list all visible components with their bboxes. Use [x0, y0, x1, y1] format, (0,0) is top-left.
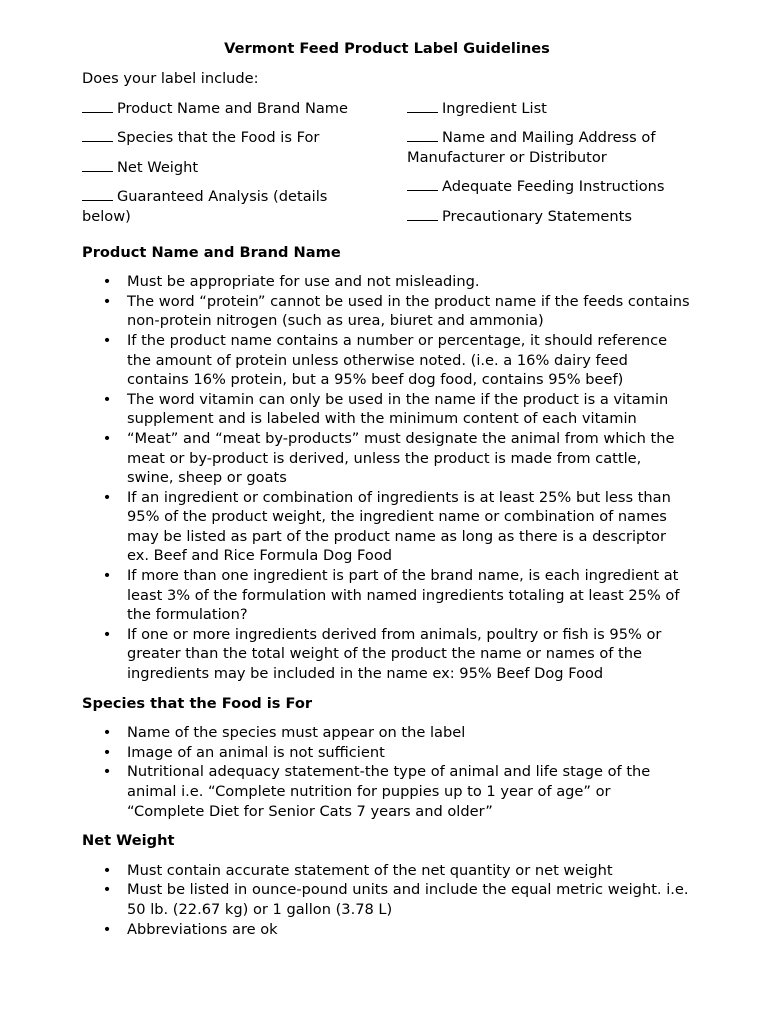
- bullet-text: Must be appropriate for use and not misleading.: [127, 273, 480, 291]
- checklist-item: [82, 187, 362, 226]
- bullet-text: Must be listed in ounce-pound units and include the equal metric weight. i.e. 50 lb. (22.67 kg) or 1 gallon (3.78 L): [127, 881, 689, 918]
- checklist-item-label: Adequate Feeding Instructions: [442, 178, 665, 196]
- bullet-icon: •: [102, 390, 112, 408]
- bullet-text: Name of the species must appear on the label: [127, 724, 466, 742]
- checklist-item: [407, 99, 692, 119]
- bullet-item: [82, 292, 692, 331]
- checklist-item-label: Product Name and Brand Name: [117, 99, 348, 117]
- document-page: [82, 39, 692, 949]
- bullet-text: If one or more ingredients derived from animals, poultry or fish is 95% or greater than the total weight of the product the name or names of the ingredients may be included in the name ex: 95% Beef Dog Food: [127, 625, 662, 683]
- checklist-item: [82, 99, 362, 119]
- bullet-item: [82, 566, 692, 625]
- check-blank-line: [407, 129, 438, 142]
- intro-text: Does your label include:: [82, 70, 259, 87]
- bullet-icon: •: [102, 881, 112, 899]
- label-checklist: [82, 99, 692, 237]
- checklist-right-column: [407, 99, 692, 237]
- bullet-item: [82, 762, 692, 821]
- checklist-item-label: Net Weight: [117, 158, 199, 176]
- checklist-item-label: Name and Mailing Address of Manufacturer or Distributor: [407, 129, 656, 166]
- bullet-icon: •: [102, 724, 112, 742]
- bullet-item: [82, 272, 692, 292]
- checklist-left-column: [82, 99, 362, 237]
- checklist-item: [82, 158, 362, 178]
- bullet-icon: •: [102, 273, 112, 291]
- check-blank-line: [82, 129, 113, 142]
- bullet-icon: •: [102, 292, 112, 310]
- bullet-item: [82, 861, 692, 881]
- bullet-item: [82, 331, 692, 390]
- bullet-item: [82, 723, 692, 743]
- bullet-icon: •: [102, 920, 112, 938]
- bullet-icon: •: [102, 861, 112, 879]
- checklist-item-label: Guaranteed Analysis (details below): [82, 188, 328, 225]
- checklist-item: [407, 177, 692, 197]
- section-heading-product-name: Product Name and Brand Name: [82, 243, 341, 261]
- check-blank-line: [82, 188, 113, 201]
- bullet-item: [82, 743, 692, 763]
- checklist-item: [82, 128, 362, 148]
- bullet-text: “Meat” and “meat by-products” must designate the animal from which the meat or by-product is derived, unless the product is made from cattle, swine, sheep or goats: [127, 429, 675, 487]
- checklist-item-label: Precautionary Statements: [442, 207, 632, 225]
- check-blank-line: [407, 208, 438, 221]
- bullet-item: [82, 625, 692, 684]
- bullet-icon: •: [102, 331, 112, 349]
- bullet-text: If more than one ingredient is part of the brand name, is each ingredient at least 3% of the formulation with named ingredients totaling at least 25% of the formulation?: [127, 567, 680, 624]
- bullet-icon: •: [102, 488, 112, 506]
- bullet-text: Nutritional adequacy statement-the type of animal and life stage of the animal i.e. “Complete nutrition for puppies up to 1 year of age” or “Complete Diet for Senior Cats 7 years and older”: [127, 763, 651, 820]
- check-blank-line: [82, 100, 113, 113]
- section-heading-net-weight: Net Weight: [82, 832, 175, 850]
- bullet-text: Must contain accurate statement of the net quantity or net weight: [127, 861, 613, 879]
- bullet-icon: •: [102, 567, 112, 585]
- bullet-icon: •: [102, 743, 112, 761]
- net-weight-bullet-list: [82, 861, 692, 939]
- bullet-text: Abbreviations are ok: [127, 920, 278, 938]
- check-blank-line: [407, 178, 438, 191]
- bullet-item: [82, 880, 692, 919]
- bullet-item: [82, 488, 692, 566]
- bullet-item: [82, 390, 692, 429]
- bullet-text: If the product name contains a number or percentage, it should reference the amount of protein unless otherwise noted. (i.e. a 16% dairy feed contains 16% protein, but a 95% beef dog food, contains 95% beef): [127, 331, 668, 389]
- bullet-text: The word “protein” cannot be used in the product name if the feeds contains non-protein nitrogen (such as urea, biuret and ammonia): [127, 292, 690, 330]
- checklist-item: [407, 207, 692, 227]
- species-bullet-list: [82, 723, 692, 821]
- bullet-text: If an ingredient or combination of ingredients is at least 25% but less than 95% of the product weight, the ingredient name or combination of names may be listed as part of the product name as long as there is a descriptor ex. Beef and Rice Formula Dog Food: [127, 488, 671, 565]
- section-heading-species: Species that the Food is For: [82, 694, 313, 712]
- check-blank-line: [407, 100, 438, 113]
- bullet-item: [82, 429, 692, 488]
- checklist-item-label: Ingredient List: [442, 99, 547, 117]
- product-name-bullet-list: [82, 272, 692, 683]
- bullet-item: [82, 920, 692, 940]
- bullet-text: Image of an animal is not sufficient: [127, 743, 385, 761]
- document-title: Vermont Feed Product Label Guidelines: [224, 40, 550, 57]
- checklist-item-label: Species that the Food is For: [117, 129, 320, 147]
- bullet-icon: •: [102, 429, 112, 447]
- checklist-item: [407, 128, 692, 167]
- bullet-icon: •: [102, 763, 112, 781]
- bullet-text: The word vitamin can only be used in the name if the product is a vitamin supplement and is labeled with the minimum content of each vitamin: [127, 390, 669, 428]
- bullet-icon: •: [102, 625, 112, 643]
- check-blank-line: [82, 159, 113, 172]
